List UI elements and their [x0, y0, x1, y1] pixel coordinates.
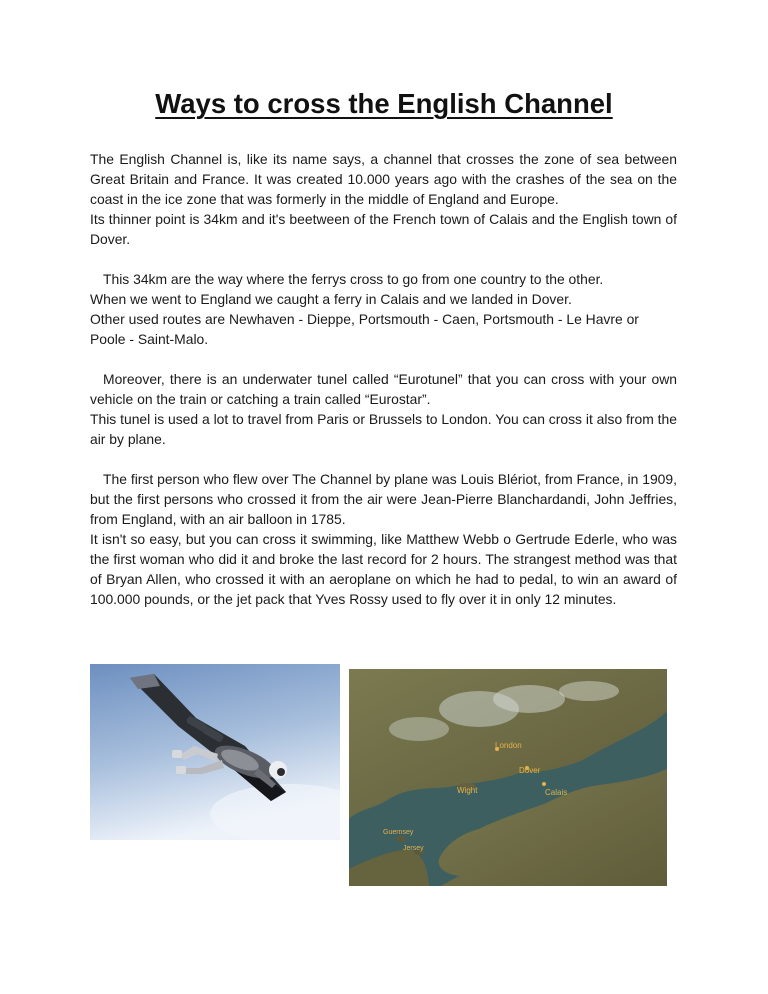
page-title: Ways to cross the English Channel: [155, 88, 613, 119]
map-label-dover: Dover: [519, 766, 541, 775]
map-label-jersey: Jersey: [403, 845, 424, 852]
paragraph: Its thinner point is 34km and it's beetween of the French town of Calais and the English town of Dover.: [90, 211, 677, 247]
paragraph: It isn't so easy, but you can cross it swimming, like Matthew Webb o Gertrude Ederle, who was the first woman who did it and broke the last record for 2 hours. The strangest method was that of Bryan Allen, who crossed it with an aeroplane on which he had to pedal, to win an award of 100.000 pounds, or the jet pack that Yves Rossy used to fly over it in only 12 minutes.: [90, 531, 677, 607]
map-label-london: London: [495, 741, 522, 750]
paragraph: When we went to England we caught a ferry in Calais and we landed in Dover.: [90, 291, 572, 307]
paragraph: Other used routes are Newhaven - Dieppe, Portsmouth - Caen, Portsmouth - Le Havre or Poole - Saint-Malo.: [90, 311, 639, 347]
channel-satellite-map: [349, 669, 667, 886]
paragraph: The English Channel is, like its name says, a channel that crosses the zone of sea between Great Britain and France. It was created 10.000 years ago with the crashes of the sea on the coast in the ice zone that was formerly in the middle of England and Europe.: [90, 151, 677, 207]
paragraph: The first person who flew over The Channel by plane was Louis Blériot, from France, in 1909, but the first persons who crossed it from the air were Jean-Pierre Blanchardandi, John Jeffries, from England, with an air balloon in 1785.: [90, 471, 677, 527]
paragraph: Moreover, there is an underwater tunel called “Eurotunel” that you can cross with your own vehicle on the train or catching a train called “Eurostar”.: [90, 371, 677, 407]
jetpack-flyer-photo: [90, 664, 340, 840]
paragraph: This 34km are the way where the ferrys cross to go from one country to the other.: [103, 271, 604, 287]
paragraph: This tunel is used a lot to travel from Paris or Brussels to London. You can cross it also from the air by plane.: [90, 411, 677, 447]
map-label-wight: Wight: [457, 786, 478, 795]
map-label-guernsey: Guernsey: [383, 829, 414, 836]
article-body: [90, 149, 677, 609]
map-label-calais: Calais: [545, 788, 568, 797]
